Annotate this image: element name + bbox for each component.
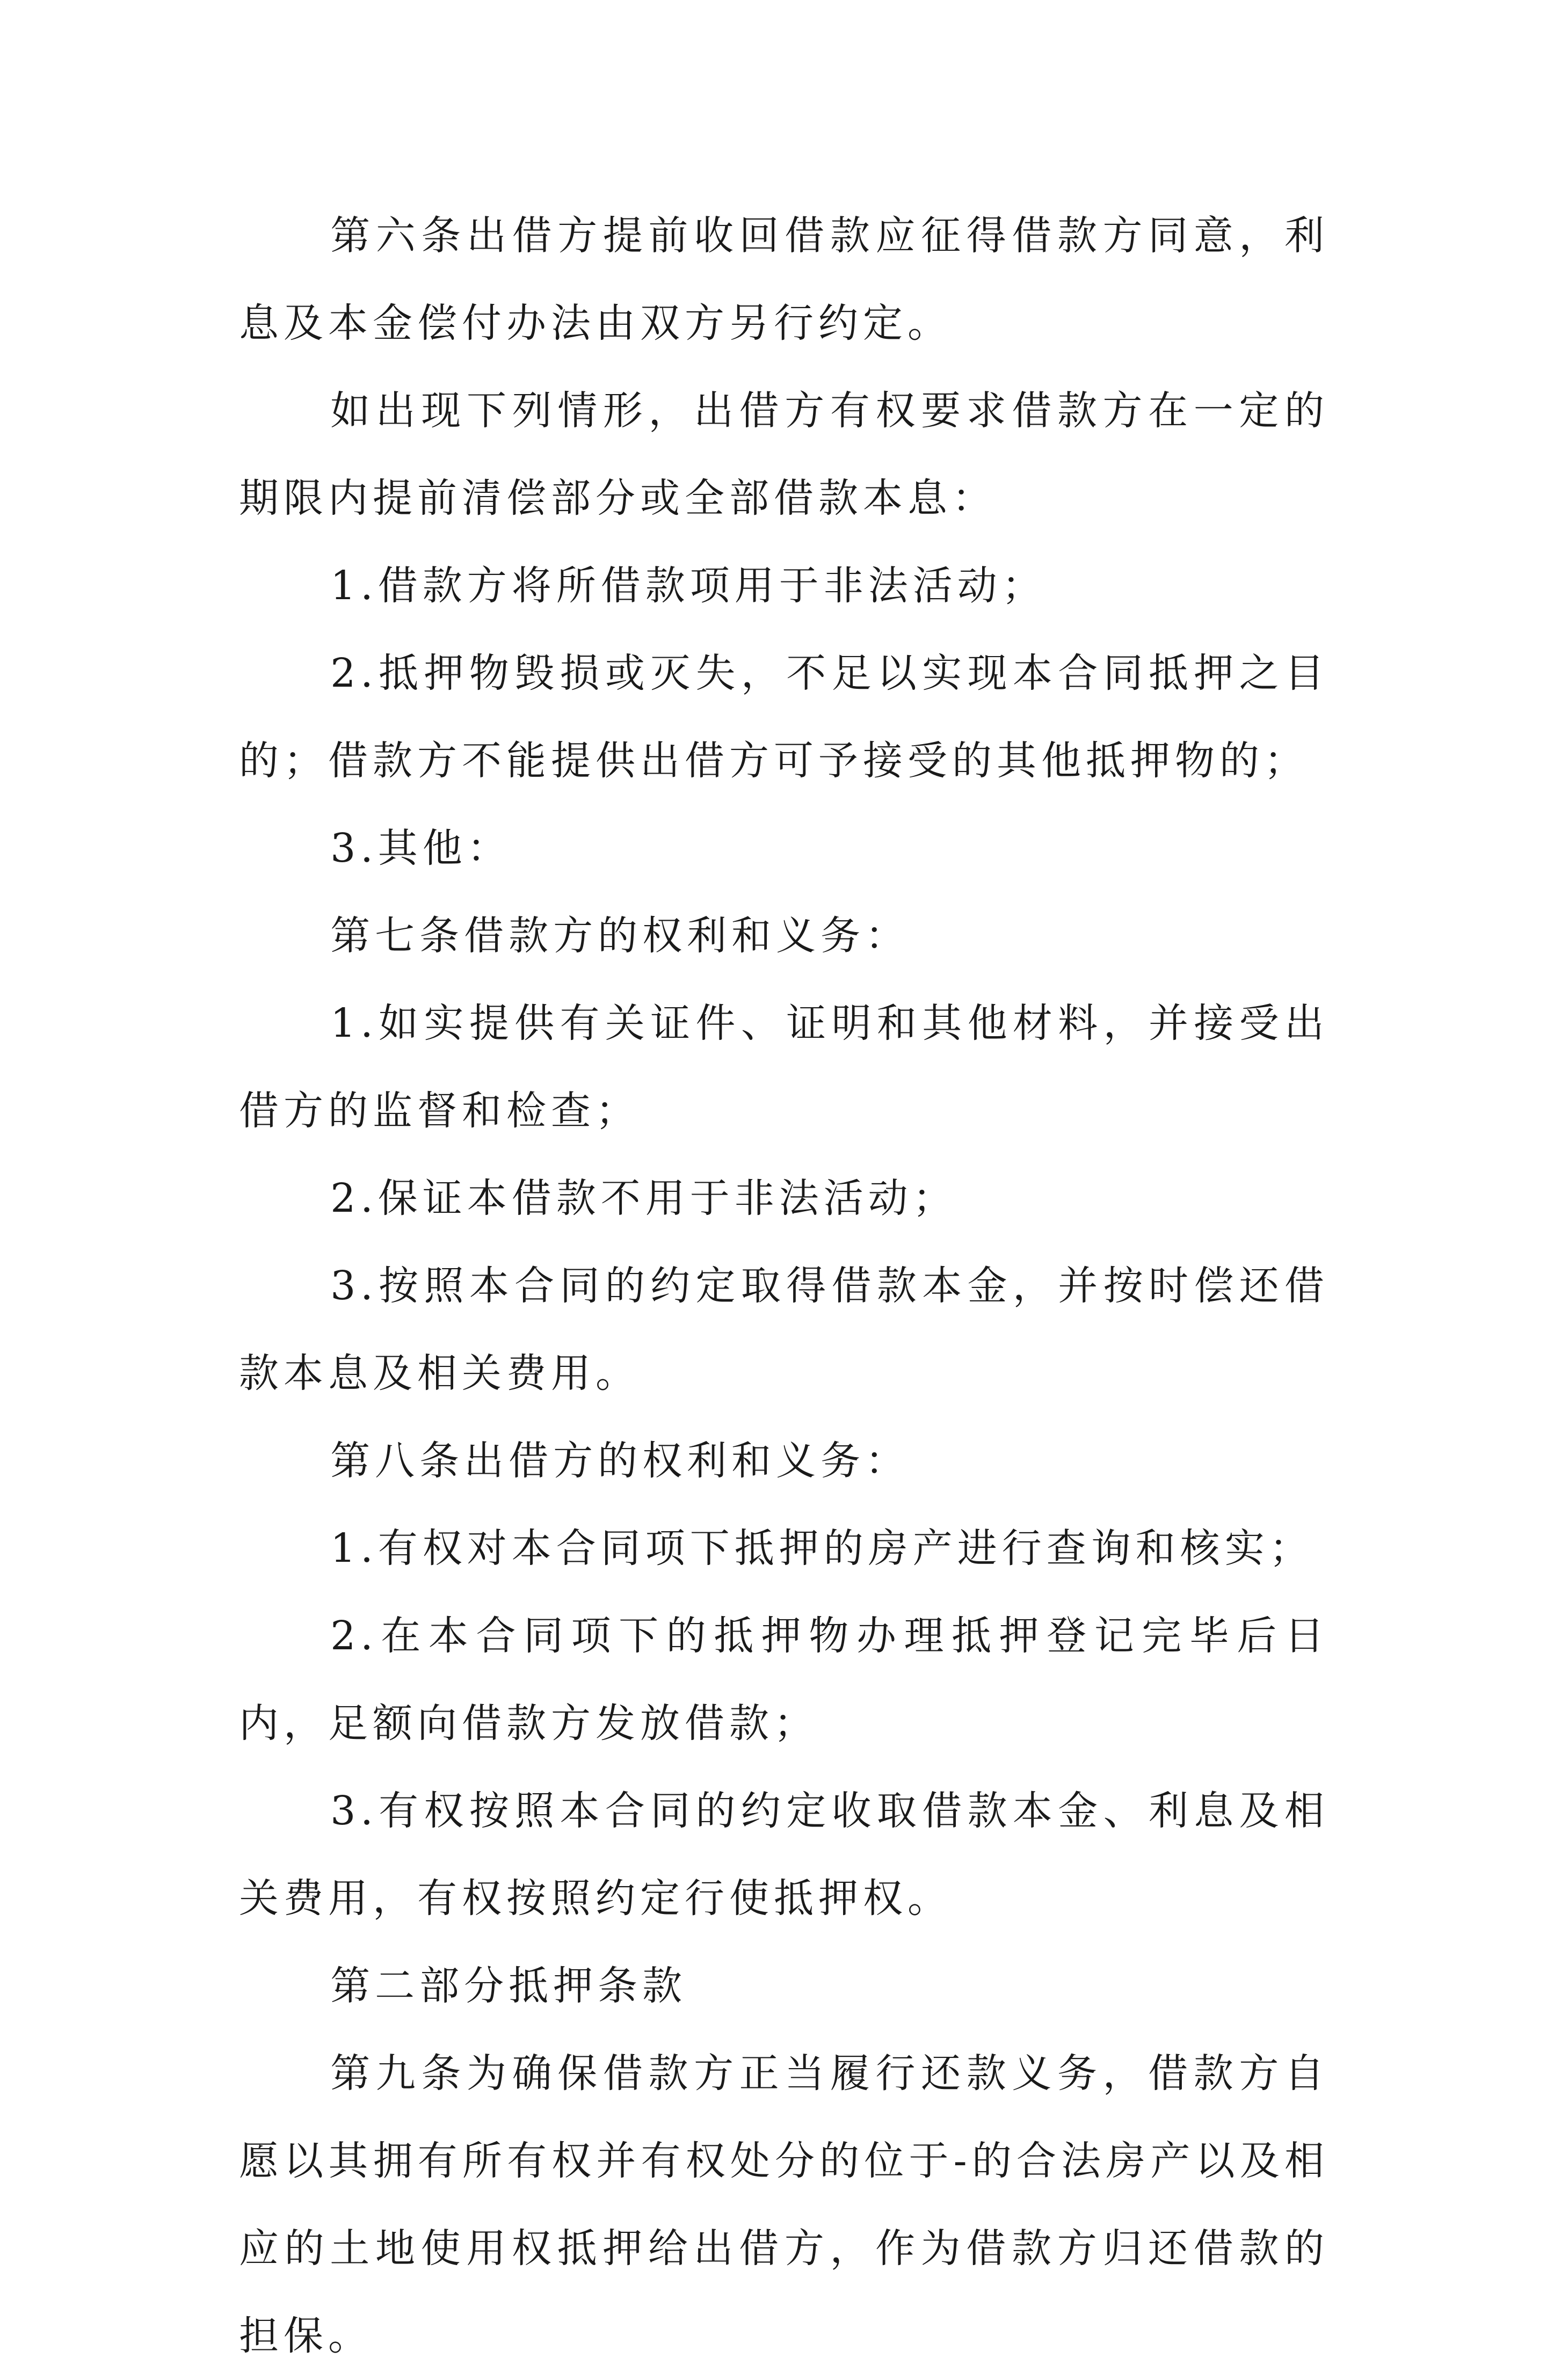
paragraph-borrower-duty-3: 3.按照本合同的约定取得借款本金，并按时偿还借款本息及相关费用。 [239,1263,1329,1396]
paragraph-lender-right-1: 1.有权对本合同项下抵押的房产进行查询和核实； [330,1525,1314,1571]
section-heading-part-2: 第二部分抵押条款 [330,1963,687,2009]
paragraph-article-7: 第七条借款方的权利和义务： [330,913,910,959]
paragraph-article-9: 第九条为确保借款方正当履行还款义务，借款方自愿以其拥有所有权并有权处分的位于-的合法房产以及相应的土地使用权抵押给出借方，作为借款方归还借款的担保。 [239,2050,1329,2359]
paragraph-condition-3: 3.其他： [330,825,512,871]
paragraph-borrower-duty-1: 1.如实提供有关证件、证明和其他材料，并接受出借方的监督和检查； [239,1000,1329,1134]
paragraph-article-6: 第六条出借方提前收回借款应征得借款方同意，利息及本金偿付办法由双方另行约定。 [239,213,1329,346]
document-body [239,192,1329,2380]
paragraph-lender-right-2: 2.在本合同项下的抵押物办理抵押登记完毕后日内，足额向借款方发放借款； [239,1613,1329,1746]
paragraph-article-8: 第八条出借方的权利和义务： [330,1438,910,1484]
paragraph-borrower-duty-2: 2.保证本借款不用于非法活动； [330,1175,957,1221]
paragraph-early-repayment-conditions: 如出现下列情形，出借方有权要求借款方在一定的期限内提前清偿部分或全部借款本息： [239,388,1329,521]
paragraph-condition-1: 1.借款方将所借款项用于非法活动； [330,563,1047,609]
paragraph-lender-right-3: 3.有权按照本合同的约定收取借款本金、利息及相关费用，有权按照约定行使抵押权。 [239,1788,1329,1922]
paragraph-condition-2: 2.抵押物毁损或灭失，不足以实现本合同抵押之目的；借款方不能提供出借方可予接受的其他抵押物的； [239,650,1329,784]
